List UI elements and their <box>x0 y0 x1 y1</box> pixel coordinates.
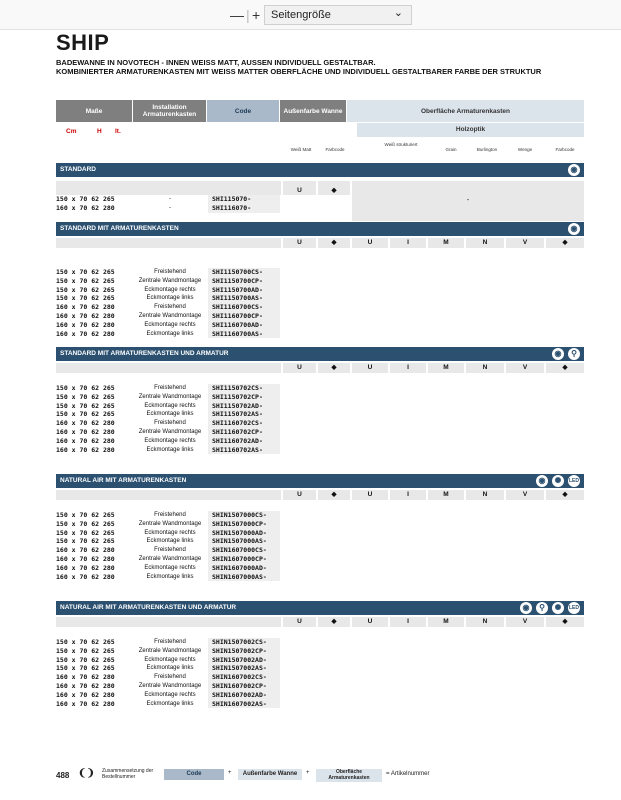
letter-u2: U <box>352 490 388 500</box>
toolbar-divider: | <box>246 7 250 23</box>
row-dimensions: 160 x 70 62 280 <box>56 554 115 563</box>
label-grain: Grain <box>445 147 457 152</box>
letter-m: M <box>428 238 464 248</box>
section-letter-row <box>56 363 584 373</box>
letter-v: V <box>506 363 544 373</box>
section-letter-row <box>56 490 584 500</box>
section-bar <box>56 222 584 236</box>
label-burlington: Burlington <box>476 147 498 152</box>
row-dimensions: 160 x 70 62 280 <box>56 572 115 581</box>
row-installation: Eckmontage rechts <box>144 437 196 444</box>
row-installation: Eckmontage links <box>146 700 194 707</box>
letter-farbcode2: ◆ <box>546 363 584 373</box>
row-installation: Freistehend <box>154 385 186 391</box>
letter-m: M <box>428 617 464 627</box>
row-installation: Eckmontage links <box>146 665 194 672</box>
row-code: SHI1160700AS- <box>208 330 280 339</box>
row-code: SHI1160702AS- <box>208 446 280 455</box>
row-installation: Eckmontage rechts <box>144 402 196 409</box>
label-farbcode-2: Farbcode <box>555 147 575 152</box>
letter-u: U <box>283 617 316 627</box>
faucet-icon: ⚲ <box>568 348 580 360</box>
letter-u2: U <box>352 238 388 248</box>
letter-farbcode2: ◆ <box>546 617 584 627</box>
header-masse: Maße <box>56 100 132 122</box>
letter-farbcode: ◆ <box>318 238 350 248</box>
row-installation: Freistehend <box>154 304 186 311</box>
air-bubbles-icon: ✺ <box>552 475 564 487</box>
row-code: SHIN1507002CP- <box>208 647 280 656</box>
row-code: SHI1160702AD- <box>208 437 280 446</box>
brand-logo: ❨❩ <box>78 768 95 779</box>
table-row <box>56 573 584 582</box>
row-dimensions: 160 x 70 62 280 <box>56 445 115 454</box>
row-installation: Eckmontage links <box>146 330 194 337</box>
header-aussenfarbe: Außenfarbe Wanne <box>280 100 346 122</box>
row-installation: Zentrale Wandmontage <box>138 312 202 319</box>
section-letter-row <box>56 617 584 627</box>
row-installation: Zentrale Wandmontage <box>138 277 202 284</box>
bathtub-icon: ◉ <box>552 348 564 360</box>
section-standard-armaturenkasten <box>56 222 584 338</box>
letter-i: I <box>390 363 426 373</box>
letter-farbcode2: ◆ <box>546 238 584 248</box>
row-dimensions: 150 x 70 62 265 <box>56 664 115 673</box>
row-installation: Zentrale Wandmontage <box>138 555 202 562</box>
section-bar <box>56 601 584 615</box>
section-standard-armatur <box>56 347 584 454</box>
chevron-down-icon: ⌄ <box>393 7 403 19</box>
row-installation: Freistehend <box>154 512 186 518</box>
letter-u2: U <box>352 363 388 373</box>
row-dimensions: 150 x 70 62 265 <box>56 511 115 519</box>
label-weiss-matt: Weiß Matt <box>290 147 312 152</box>
row-code: SHIN1507002AD- <box>208 656 280 665</box>
label-farbcode: Farbcode <box>325 147 345 152</box>
table-row <box>56 277 584 286</box>
table-row <box>56 330 584 339</box>
row-installation: Freistehend <box>154 547 186 554</box>
table-row <box>56 555 584 564</box>
header-code: Code <box>207 100 279 122</box>
row-dimensions: 160 x 70 62 280 <box>56 563 115 572</box>
row-dimensions: 150 x 70 62 265 <box>56 268 115 276</box>
letter-n: N <box>466 363 504 373</box>
row-code: SHIN1607000CP- <box>208 555 280 564</box>
row-code: SHI1160700CP- <box>208 312 280 321</box>
row-code: SHIN1507000CS- <box>208 511 280 520</box>
table-row <box>56 321 584 330</box>
row-dimensions: 160 x 70 62 280 <box>56 690 115 699</box>
table-header <box>56 100 584 122</box>
led-icon: LED <box>568 475 580 487</box>
row-dimensions: 150 x 70 62 265 <box>56 519 115 528</box>
letter-farbcode: ◆ <box>318 490 350 500</box>
letter-m: M <box>428 363 464 373</box>
row-dimensions: 160 x 70 62 280 <box>56 203 115 212</box>
row-code: SHI1160700CS- <box>208 303 280 312</box>
row-dimensions: 160 x 70 62 280 <box>56 427 115 436</box>
row-installation: Zentrale Wandmontage <box>138 647 202 654</box>
row-code: SHI1160702CP- <box>208 428 280 437</box>
row-installation: Eckmontage links <box>146 411 194 418</box>
table-row <box>56 195 584 204</box>
row-code: SHIN1507000CP- <box>208 520 280 529</box>
table-row <box>56 446 584 455</box>
row-dimensions: 150 x 70 62 265 <box>56 392 115 401</box>
row-dimensions: 150 x 70 62 265 <box>56 384 115 392</box>
row-dimensions: 150 x 70 62 265 <box>56 294 115 303</box>
row-installation: Eckmontage rechts <box>144 564 196 571</box>
unit-cm: Cm <box>66 128 77 135</box>
label-weiss-strukturiert: Weiß strukturiert <box>384 142 418 147</box>
table-row <box>56 546 584 555</box>
row-dimensions: 150 x 70 62 265 <box>56 655 115 664</box>
row-code: SHIN1607002AD- <box>208 691 280 700</box>
table-row <box>56 402 584 411</box>
bathtub-icon: ◉ <box>536 475 548 487</box>
section-standard <box>56 163 584 213</box>
row-code: SHIN1607000AS- <box>208 573 280 582</box>
footer-result-label: = Artikelnummer <box>386 771 430 777</box>
row-installation: Freistehend <box>154 269 186 275</box>
table-row <box>56 419 584 428</box>
section-title: STANDARD MIT ARMATURENKASTEN <box>60 225 179 232</box>
row-code: SHIN1607000CS- <box>208 546 280 555</box>
letter-u: U <box>283 238 316 248</box>
row-installation: Zentrale Wandmontage <box>138 682 202 689</box>
zoom-in-button[interactable]: + <box>252 7 261 23</box>
row-code: SHIN1607002CS- <box>208 673 280 682</box>
table-row <box>56 520 584 529</box>
row-code: SHI1150702AD- <box>208 402 280 411</box>
section-title: NATURAL AIR MIT ARMATURENKASTEN UND ARMATUR <box>60 604 237 611</box>
row-installation: Eckmontage links <box>146 295 194 302</box>
letter-v: V <box>506 617 544 627</box>
row-code: SHI1150700AS- <box>208 294 280 303</box>
row-installation: Eckmontage rechts <box>144 321 196 328</box>
letter-farbcode: ◆ <box>318 181 350 195</box>
row-installation: Eckmontage links <box>146 573 194 580</box>
section-natural-air-armatur <box>56 601 584 708</box>
section-rows <box>56 511 584 581</box>
row-dimensions: 160 x 70 62 280 <box>56 436 115 445</box>
section-title: STANDARD <box>60 166 96 173</box>
not-available-cell: - <box>352 181 584 221</box>
pdf-toolbar <box>0 0 621 30</box>
table-row <box>56 428 584 437</box>
table-row <box>56 529 584 538</box>
letter-i: I <box>390 238 426 248</box>
letter-n: N <box>466 238 504 248</box>
row-dimensions: 150 x 70 62 265 <box>56 638 115 646</box>
section-rows <box>56 638 584 708</box>
row-installation: Eckmontage rechts <box>144 656 196 663</box>
row-dimensions: 150 x 70 62 265 <box>56 410 115 419</box>
section-natural-air <box>56 474 584 581</box>
row-dimensions: 150 x 70 62 265 <box>56 285 115 294</box>
row-code: SHIN1507000AS- <box>208 537 280 546</box>
row-installation: Eckmontage rechts <box>144 529 196 536</box>
row-code: SHIN1607002CP- <box>208 682 280 691</box>
bathtub-icon: ◉ <box>520 602 532 614</box>
row-dimensions: 150 x 70 62 265 <box>56 195 115 203</box>
letter-farbcode: ◆ <box>318 363 350 373</box>
section-title: NATURAL AIR MIT ARMATURENKASTEN <box>60 477 187 484</box>
table-row <box>56 410 584 419</box>
letter-farbcode2: ◆ <box>546 490 584 500</box>
footer-plus-2: + <box>306 770 310 776</box>
row-installation: Zentrale Wandmontage <box>138 520 202 527</box>
row-installation: - <box>169 204 171 211</box>
page-footer <box>56 768 584 784</box>
footer-plus-1: + <box>228 770 232 776</box>
section-rows <box>56 268 584 338</box>
letter-u: U <box>283 181 316 195</box>
header-oberflaeche: Oberfläche Armaturenkasten <box>347 100 584 122</box>
row-code: SHI1150702AS- <box>208 410 280 419</box>
row-code: SHI1160702CS- <box>208 419 280 428</box>
row-code: SHI1160700AD- <box>208 321 280 330</box>
led-icon: LED <box>568 602 580 614</box>
bathtub-icon: ◉ <box>568 164 580 176</box>
letter-i: I <box>390 490 426 500</box>
row-code: SHI116070- <box>208 204 280 213</box>
letter-n: N <box>466 490 504 500</box>
row-installation: Eckmontage links <box>146 538 194 545</box>
zoom-select-value: Seitengröße <box>271 9 331 21</box>
letter-i: I <box>390 617 426 627</box>
section-title: STANDARD MIT ARMATURENKASTEN UND ARMATUR <box>60 350 229 357</box>
row-dimensions: 160 x 70 62 280 <box>56 699 115 708</box>
row-installation: Zentrale Wandmontage <box>138 393 202 400</box>
row-code: SHI1150702CP- <box>208 393 280 402</box>
letter-u2: U <box>352 617 388 627</box>
row-code: SHI1150702CS- <box>208 384 280 393</box>
letter-v: V <box>506 238 544 248</box>
table-row <box>56 682 584 691</box>
table-row <box>56 294 584 303</box>
row-code: SHIN1607000AD- <box>208 564 280 573</box>
subtitle-line-2: KOMBINIERTER ARMATURENKASTEN MIT WEISS MATTER OBERFLÄCHE UND INDIVIDUELL GESTALTBARER FARBE DER STRUKTUR <box>56 67 542 76</box>
section-rows <box>56 384 584 454</box>
row-dimensions: 160 x 70 62 280 <box>56 673 115 682</box>
table-row <box>56 393 584 402</box>
table-row <box>56 312 584 321</box>
table-row <box>56 638 584 647</box>
letter-u: U <box>283 363 316 373</box>
section-bar <box>56 347 584 361</box>
table-row <box>56 700 584 709</box>
footer-oberflaeche-box: Oberfläche Armaturenkasten <box>316 769 382 782</box>
row-dimensions: 150 x 70 62 265 <box>56 646 115 655</box>
air-bubbles-icon: ✺ <box>552 602 564 614</box>
page-title: SHIP <box>56 30 110 55</box>
unit-lt: lt. <box>115 128 121 135</box>
table-row <box>56 286 584 295</box>
row-dimensions: 150 x 70 62 265 <box>56 537 115 546</box>
unit-h: H <box>97 128 102 135</box>
row-code: SHIN1507002AS- <box>208 664 280 673</box>
header-holzoptik: Holzoptik <box>357 123 584 137</box>
row-code: SHIN1507002CS- <box>208 638 280 647</box>
header-installation: Installation Armaturenkasten <box>133 100 206 122</box>
table-row <box>56 511 584 520</box>
letter-v: V <box>506 490 544 500</box>
letter-u: U <box>283 490 316 500</box>
row-installation: - <box>169 196 171 202</box>
section-bar <box>56 163 584 177</box>
table-row <box>56 673 584 682</box>
row-dimensions: 150 x 70 62 265 <box>56 401 115 410</box>
bathtub-icon: ◉ <box>568 223 580 235</box>
label-wenge: Wenge <box>517 147 533 152</box>
row-dimensions: 160 x 70 62 280 <box>56 311 115 320</box>
row-dimensions: 160 x 70 62 280 <box>56 546 115 555</box>
table-row <box>56 204 584 213</box>
subtitle-line-1: BADEWANNE IN NOVOTECH - INNEN WEISS MATT, AUSSEN INDIVIDUELL GESTALTBAR. <box>56 58 376 67</box>
zoom-select[interactable] <box>264 5 412 25</box>
table-row <box>56 564 584 573</box>
row-installation: Freistehend <box>154 420 186 427</box>
row-dimensions: 150 x 70 62 265 <box>56 528 115 537</box>
zoom-out-button[interactable]: — <box>230 7 244 23</box>
footer-composition-label: Zusammensetzung der Bestellnummer <box>102 768 154 780</box>
section-bar <box>56 474 584 488</box>
table-row <box>56 537 584 546</box>
table-row <box>56 664 584 673</box>
row-installation: Freistehend <box>154 639 186 645</box>
letter-m: M <box>428 490 464 500</box>
row-dimensions: 160 x 70 62 280 <box>56 681 115 690</box>
letter-n: N <box>466 617 504 627</box>
row-dimensions: 160 x 70 62 280 <box>56 419 115 428</box>
row-dimensions: 150 x 70 62 265 <box>56 276 115 285</box>
row-code: SHI1150700CP- <box>208 277 280 286</box>
row-code: SHIN1607002AS- <box>208 700 280 709</box>
table-row <box>56 303 584 312</box>
letter-farbcode: ◆ <box>318 617 350 627</box>
page-number: 488 <box>56 771 70 780</box>
section-letter-row <box>56 238 584 248</box>
table-row <box>56 384 584 393</box>
row-code: SHIN1507000AD- <box>208 529 280 538</box>
footer-code-box: Code <box>164 769 224 780</box>
table-row <box>56 437 584 446</box>
faucet-icon: ⚲ <box>536 602 548 614</box>
row-dimensions: 160 x 70 62 280 <box>56 303 115 312</box>
row-code: SHI115070- <box>208 195 280 204</box>
row-installation: Zentrale Wandmontage <box>138 428 202 435</box>
row-installation: Eckmontage rechts <box>144 691 196 698</box>
table-row <box>56 268 584 277</box>
row-installation: Eckmontage links <box>146 446 194 453</box>
row-installation: Eckmontage rechts <box>144 286 196 293</box>
row-dimensions: 160 x 70 62 280 <box>56 320 115 329</box>
row-code: SHI1150700AD- <box>208 286 280 295</box>
footer-aussenfarbe-box: Außenfarbe Wanne <box>238 769 302 780</box>
row-code: SHI1150700CS- <box>208 268 280 277</box>
row-installation: Freistehend <box>154 674 186 681</box>
table-row <box>56 647 584 656</box>
table-row <box>56 691 584 700</box>
table-row <box>56 656 584 665</box>
row-dimensions: 160 x 70 62 280 <box>56 329 115 338</box>
